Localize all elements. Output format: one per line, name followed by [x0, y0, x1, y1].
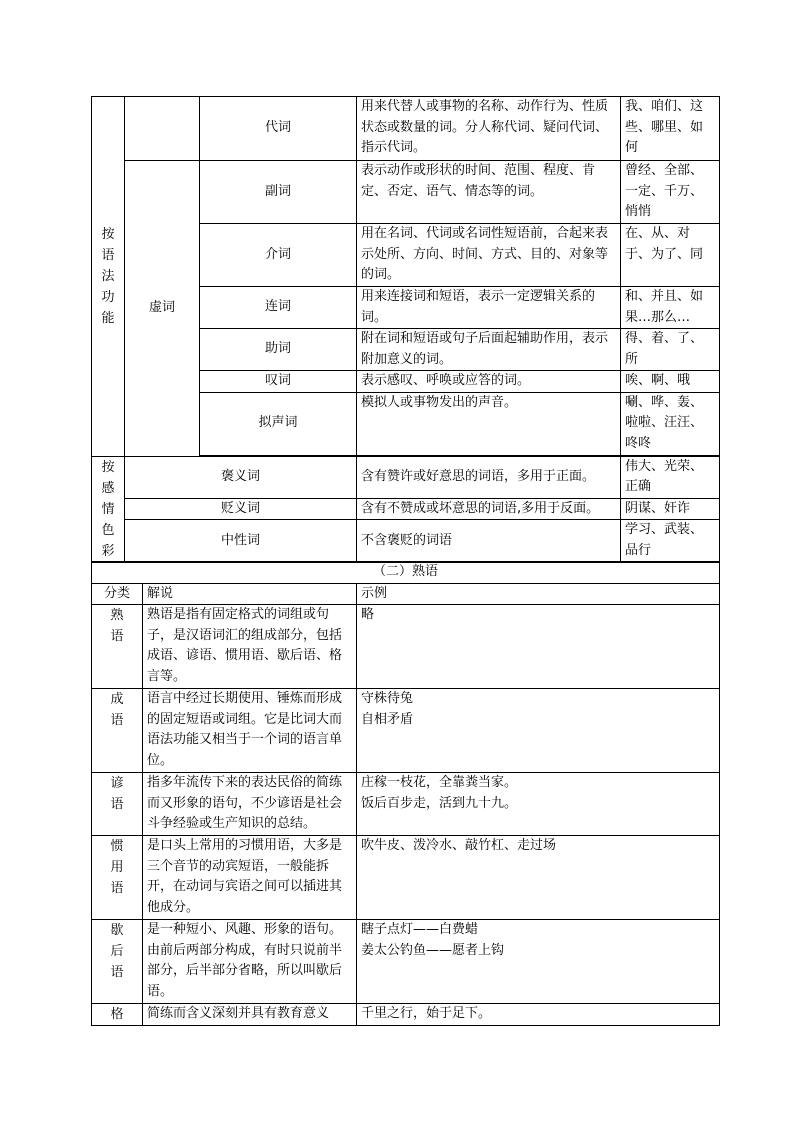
example-cell: 唉、啊、哦	[621, 371, 720, 393]
definition-cell: 表示感叹、呼唤或应答的词。	[357, 371, 621, 393]
word-type-name: 介词	[200, 224, 357, 287]
table-row	[92, 689, 720, 773]
example-cell: 学习、武装、品行	[621, 520, 720, 562]
explanation-cell: 是一种短小、风趣、形象的语句。由前后两部分构成，有时只说前半部分，后半部分省略，所以叫歇后语。	[143, 920, 357, 1004]
column-header: 分类	[92, 583, 143, 605]
example-cell: 吹牛皮、泼冷水、敲竹杠、走过场	[357, 836, 720, 920]
table-row	[92, 1004, 720, 1026]
category-cell: 歇 后 语	[92, 920, 143, 1004]
example-cell: 略	[357, 605, 720, 689]
table-row	[92, 161, 720, 224]
column-header: 示例	[357, 583, 720, 605]
example-cell: 曾经、全部、一定、千万、悄悄	[621, 161, 720, 224]
definition-cell: 用来代替人或事物的名称、动作行为、性质状态或数量的词。分人称代词、疑问代词、指示代词。	[357, 97, 621, 161]
table-row	[92, 520, 720, 562]
group-label-emotion: 按 感 情 色 彩	[92, 456, 125, 562]
word-type-name: 副词	[200, 161, 357, 224]
definition-cell: 附在词和短语或句子后面起辅助作用，表示附加意义的词。	[357, 329, 621, 371]
category-cell: 熟 语	[92, 605, 143, 689]
example-cell: 瞎子点灯——白费蜡 姜太公钓鱼——愿者上钩	[357, 920, 720, 1004]
definition-cell: 用在名词、代词或名词性短语前，合起来表示处所、方向、时间、方式、目的、对象等的词。	[357, 224, 621, 287]
example-cell: 千里之行，始于足下。	[357, 1004, 720, 1026]
table-row	[92, 605, 720, 689]
explanation-cell: 语言中经过长期使用、锤炼而形成的固定短语或词组。它是比词大而语法功能又相当于一个词的语言单位。	[143, 689, 357, 773]
word-type-name: 拟声词	[200, 392, 357, 455]
table-row	[92, 97, 720, 161]
definition-cell: 不含褒贬的词语	[357, 520, 621, 562]
word-type-name: 连词	[200, 287, 357, 329]
example-cell: 伟大、光荣、正确	[621, 456, 720, 498]
example-cell: 在、从、对于、为了、同	[621, 224, 720, 287]
column-header: 解说	[143, 583, 357, 605]
category-cell: 惯 用 语	[92, 836, 143, 920]
example-cell: 得、着、了、所	[621, 329, 720, 371]
explanation-cell: 指多年流传下来的表达民俗的简练而又形象的语句，不少谚语是社会斗争经验或生产知识的总结。	[143, 773, 357, 836]
word-class-table	[91, 96, 720, 563]
idiom-table	[91, 561, 720, 1026]
section-title: （二）熟语	[92, 562, 720, 584]
table-row	[92, 920, 720, 1004]
explanation-cell: 是口头上常用的习惯用语，大多是三个音节的动宾短语，一般能拆开，在动词与宾语之间可以插进其他成分。	[143, 836, 357, 920]
group-label-grammar: 按 语 法 功 能	[92, 97, 125, 457]
example-cell: 和、并且、如果…那么…	[621, 287, 720, 329]
word-type-name: 褒义词	[125, 456, 357, 498]
table-row	[92, 456, 720, 498]
category-cell: 格	[92, 1004, 143, 1026]
example-cell: 庄稼一枝花，全靠粪当家。 饭后百步走，活到九十九。	[357, 773, 720, 836]
function-word-label: 虚词	[125, 161, 200, 457]
example-cell: 唰、哗、轰、啦啦、汪汪、咚咚	[621, 392, 720, 455]
word-type-name: 贬义词	[125, 498, 357, 520]
explanation-cell: 简练而含义深刻并具有教育意义	[143, 1004, 357, 1026]
table-row	[92, 498, 720, 520]
example-cell: 守株待兔 自相矛盾	[357, 689, 720, 773]
blank-cell	[125, 97, 200, 161]
word-type-name: 叹词	[200, 371, 357, 393]
header-row	[92, 583, 720, 605]
example-cell: 阴谋、奸诈	[621, 498, 720, 520]
definition-cell: 含有赞许或好意思的词语，多用于正面。	[357, 456, 621, 498]
explanation-cell: 熟语是指有固定格式的词组或句子，是汉语词汇的组成部分，包括成语、谚语、惯用语、歇后语、格言等。	[143, 605, 357, 689]
definition-cell: 模拟人或事物发出的声音。	[357, 392, 621, 455]
word-type-name: 代词	[200, 97, 357, 161]
table-row	[92, 836, 720, 920]
example-cell: 我、咱们、这些、哪里、如何	[621, 97, 720, 161]
category-cell: 成 语	[92, 689, 143, 773]
word-type-name: 中性词	[125, 520, 357, 562]
word-type-name: 助词	[200, 329, 357, 371]
definition-cell: 含有不赞成或坏意思的词语,多用于反面。	[357, 498, 621, 520]
definition-cell: 用来连接词和短语，表示一定逻辑关系的词。	[357, 287, 621, 329]
table-row	[92, 773, 720, 836]
category-cell: 谚 语	[92, 773, 143, 836]
definition-cell: 表示动作或形状的时间、范围、程度、肯定、否定、语气、情态等的词。	[357, 161, 621, 224]
